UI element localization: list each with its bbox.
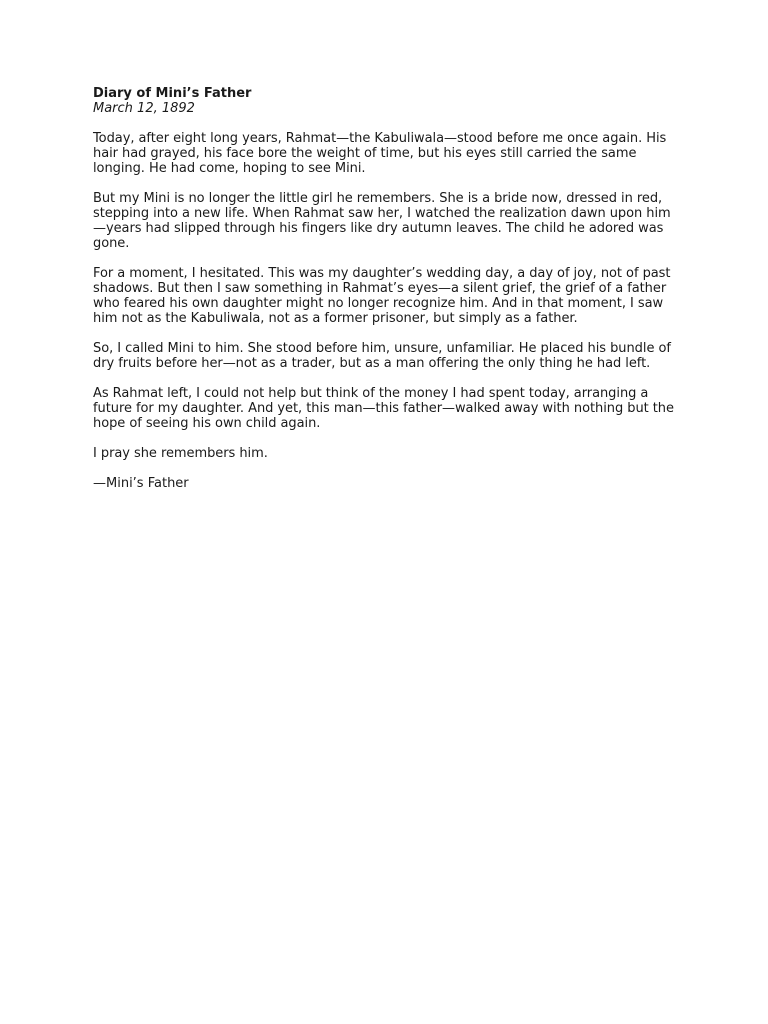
paragraph-6: I pray she remembers him. [93, 446, 268, 461]
paragraph-5: As Rahmat left, I could not help but think of the money I had spent today, arranging a future for my daughter. And yet, this man—this father—walked away with nothing but the hope of seeing his own child again. [93, 386, 674, 431]
paragraph-4: So, I called Mini to him. She stood before him, unsure, unfamiliar. He placed his bundle of dry fruits before her—not as a trader, but as a man offering the only thing he had left. [93, 341, 671, 371]
paragraph-2: But my Mini is no longer the little girl he remembers. She is a bride now, dressed in red, stepping into a new life. When Rahmat saw her, I watched the realization dawn upon him—years had slipped through his fingers like dry autumn leaves. The child he adored was gone. [93, 191, 671, 251]
diary-date: March 12, 1892 [93, 101, 195, 116]
paragraph-3: For a moment, I hesitated. This was my daughter’s wedding day, a day of joy, not of past shadows. But then I saw something in Rahmat’s eyes—a silent grief, the grief of a father who feared his own daughter might no longer recognize him. And in that moment, I saw him not as the Kabuliwala, not as a former prisoner, but simply as a father. [93, 266, 671, 326]
paragraph-1: Today, after eight long years, Rahmat—the Kabuliwala—stood before me once again. His hair had grayed, his face bore the weight of time, but his eyes still carried the same longing. He had come, hoping to see Mini. [93, 131, 667, 176]
diary-signature: —Mini’s Father [93, 476, 189, 491]
diary-title: Diary of Mini’s Father [93, 86, 252, 101]
diary-entry [93, 86, 683, 491]
